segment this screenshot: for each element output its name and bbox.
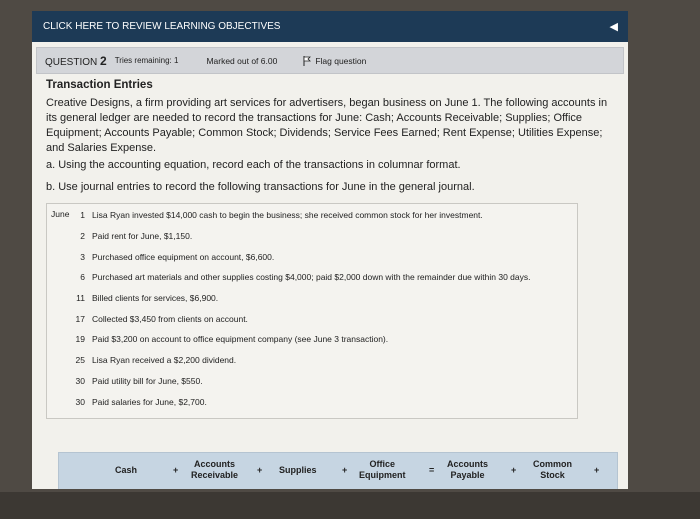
common-stock-header bbox=[533, 459, 572, 481]
tries-remaining: Tries remaining: 1 bbox=[114, 56, 179, 65]
part-a-instruction: a. Using the accounting equation, record each of the transactions in columnar format. bbox=[46, 159, 461, 171]
transaction-day: 3 bbox=[80, 252, 85, 262]
plus-sign: + bbox=[511, 465, 517, 475]
problem-content bbox=[46, 79, 616, 202]
flag-question-label[interactable]: Flag question bbox=[315, 55, 367, 66]
accounts-receivable-header bbox=[191, 459, 238, 481]
transaction-row bbox=[47, 210, 483, 222]
transaction-day: 17 bbox=[75, 314, 85, 324]
equals-sign: = bbox=[429, 465, 435, 475]
transaction-row bbox=[47, 272, 531, 284]
month-label: June bbox=[51, 209, 70, 219]
accounts-payable-header bbox=[447, 459, 488, 481]
transaction-description: Purchased art materials and other supplies costing $4,000; paid $2,000 down with the remainder due within 30 days. bbox=[92, 272, 531, 282]
transaction-day: 30 bbox=[75, 376, 85, 386]
question-number-value: 2 bbox=[100, 53, 107, 68]
transaction-description: Billed clients for services, $6,900. bbox=[92, 293, 219, 303]
ap-line2: Payable bbox=[450, 470, 485, 480]
transaction-row bbox=[47, 376, 203, 388]
cs-line1: Common bbox=[533, 459, 572, 469]
oe-line2: Equipment bbox=[359, 470, 406, 480]
transaction-row bbox=[47, 314, 248, 326]
cs-line2: Stock bbox=[540, 470, 565, 480]
transaction-description: Collected $3,450 from clients on account. bbox=[92, 314, 248, 324]
office-equipment-header bbox=[359, 459, 406, 481]
ar-line1: Accounts bbox=[194, 459, 236, 469]
ar-line2: Receivable bbox=[191, 470, 239, 480]
plus-sign: + bbox=[594, 465, 600, 475]
transaction-day: 25 bbox=[75, 355, 85, 365]
transaction-description: Purchased office equipment on account, $6,600. bbox=[92, 252, 275, 262]
transaction-row bbox=[47, 397, 207, 409]
transaction-row bbox=[47, 334, 388, 346]
banner-text[interactable]: CLICK HERE TO REVIEW LEARNING OBJECTIVES bbox=[43, 21, 281, 32]
instructions bbox=[46, 158, 616, 194]
transaction-description: Paid $3,200 on account to office equipment company (see June 3 transaction). bbox=[92, 334, 389, 344]
transactions-list bbox=[46, 203, 578, 419]
plus-sign: + bbox=[342, 465, 348, 475]
transaction-description: Lisa Ryan invested $14,000 cash to begin the business; she received common stock for her investment. bbox=[92, 210, 483, 220]
transaction-description: Paid utility bill for June, $550. bbox=[92, 376, 203, 386]
question-info-bar bbox=[36, 47, 624, 74]
ap-line1: Accounts bbox=[447, 459, 489, 469]
supplies-header: Supplies bbox=[279, 465, 317, 475]
transaction-row bbox=[47, 293, 218, 305]
transaction-day: 30 bbox=[75, 397, 85, 407]
part-b-instruction: b. Use journal entries to record the following transactions for June in the general journal. bbox=[46, 181, 475, 193]
transaction-description: Lisa Ryan received a $2,200 dividend. bbox=[92, 355, 237, 365]
problem-description: Creative Designs, a firm providing art services for advertisers, began business on June 1. The following accounts in its general ledger are needed to record the transactions for June: Cash; Accounts Receivable; Supplies; Office Equipment; Accounts Payable; Common Stock; Dividends; Service Fees Earned; Rent Expense; Utilities Expense; and Salaries Expense. bbox=[46, 97, 608, 154]
transaction-day: 2 bbox=[80, 231, 85, 241]
flag-icon bbox=[303, 56, 311, 66]
accounting-equation-header bbox=[58, 452, 618, 489]
question-number bbox=[45, 54, 107, 68]
learning-objectives-banner[interactable] bbox=[32, 11, 628, 42]
transaction-description: Paid rent for June, $1,150. bbox=[92, 231, 193, 241]
oe-line1: Office bbox=[369, 459, 395, 469]
marked-out-of: Marked out of 6.00 bbox=[206, 55, 278, 66]
transaction-day: 19 bbox=[75, 334, 85, 344]
plus-sign: + bbox=[257, 465, 263, 475]
desktop-background bbox=[0, 492, 700, 519]
transaction-row bbox=[47, 252, 274, 264]
chevron-left-icon[interactable]: ◀ bbox=[609, 21, 618, 33]
problem-title: Transaction Entries bbox=[46, 79, 153, 91]
cash-header: Cash bbox=[115, 465, 138, 475]
transaction-description: Paid salaries for June, $2,700. bbox=[92, 397, 207, 407]
transaction-day: 1 bbox=[80, 210, 85, 220]
transaction-day: 6 bbox=[80, 272, 85, 282]
transaction-row bbox=[47, 355, 236, 367]
flag-question-button[interactable] bbox=[303, 56, 366, 66]
plus-sign: + bbox=[173, 465, 179, 475]
transaction-row bbox=[47, 231, 192, 243]
question-label: QUESTION bbox=[45, 56, 98, 68]
transaction-day: 11 bbox=[76, 293, 85, 303]
